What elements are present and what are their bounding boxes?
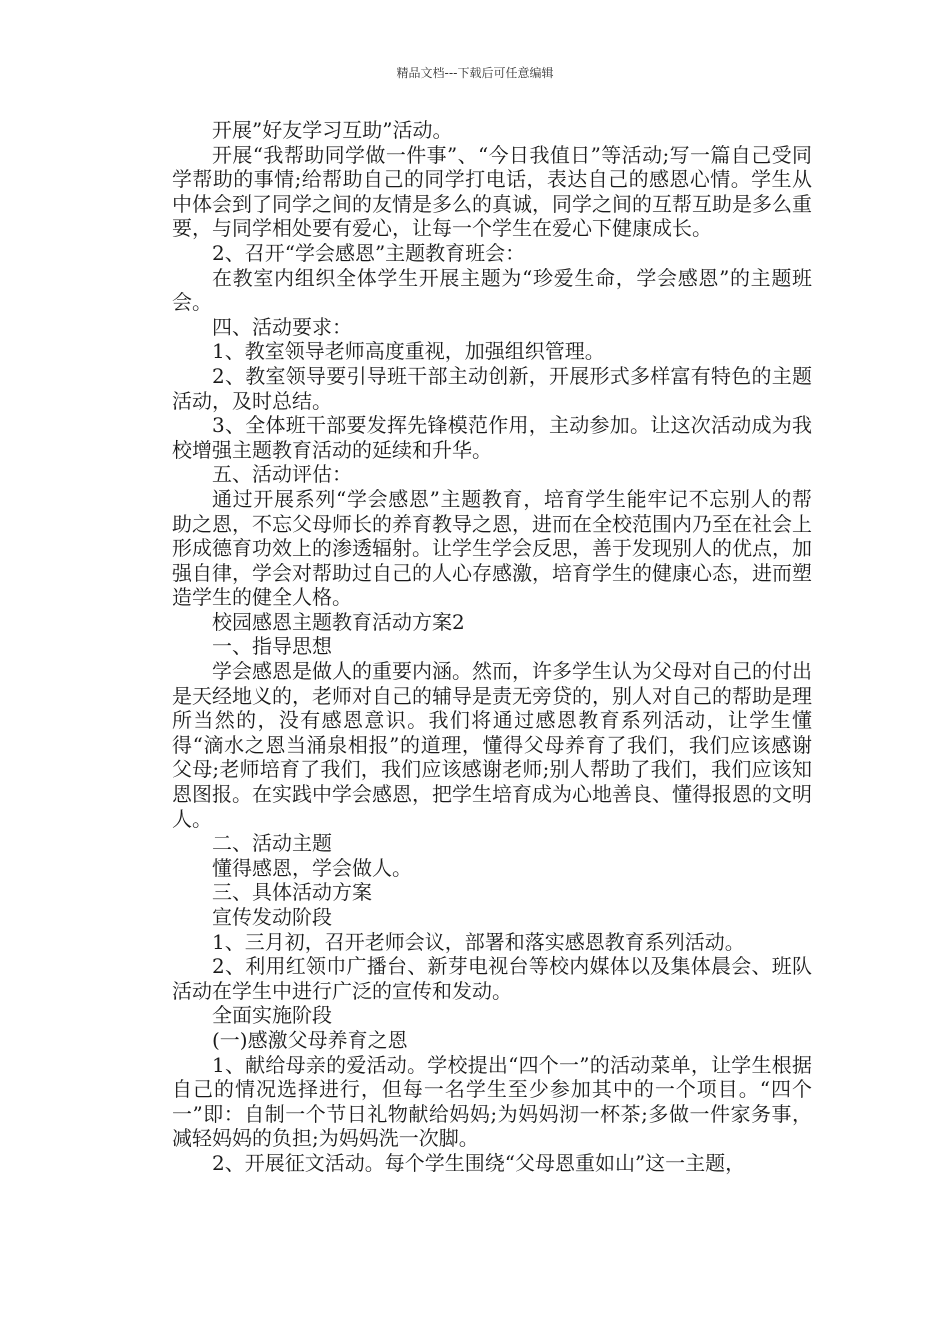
paragraph: 3、全体班干部要发挥先锋模范作用，主动参加。让这次活动成为我校增强主题教育活动的延续和升华。 (172, 413, 812, 462)
page-header: 精品文档---下载后可任意编辑 (396, 66, 554, 80)
paragraph: 2、开展征文活动。每个学生围绕“父母恩重如山”这一主题， (212, 1150, 746, 1175)
paragraph: 1、教室领导老师高度重视，加强组织管理。 (212, 339, 605, 364)
paragraph: 懂得感恩，学会做人。 (212, 855, 412, 880)
subsection-heading: (一)感激父母养育之恩 (212, 1027, 408, 1052)
document-body (172, 118, 812, 1176)
paragraph: 通过开展系列“学会感恩”主题教育，培育学生能牢记不忘别人的帮助之恩，不忘父母师长的养育教导之恩，进而在全校范围内乃至在社会上形成德育功效上的渗透辐射。让学生学会反思，善于发现别人的优点，加强自律，学会对帮助过自己的人心存感激，培育学生的健康心态，进而塑造学生的健全人格。 (172, 486, 812, 610)
section-heading: 五、活动评估： (212, 462, 352, 487)
section-heading: 三、具体活动方案 (212, 880, 372, 905)
paragraph: 2、教室领导要引导班干部主动创新，开展形式多样富有特色的主题活动，及时总结。 (172, 363, 812, 413)
subsection-heading: 全面实施阶段 (212, 1003, 332, 1028)
section-heading: 四、活动要求： (212, 314, 352, 339)
section-heading: 二、活动主题 (212, 831, 332, 856)
paragraph: 开展”好友学习互助”活动。 (212, 118, 453, 142)
subsection-heading: 宣传发动阶段 (212, 905, 332, 929)
paragraph: 1、三月初，召开老师会议，部署和落实感恩教育系列活动。 (212, 929, 745, 954)
paragraph: 开展“我帮助同学做一件事”、“今日我值日”等活动;写一篇自己受同学帮助的事情;给帮助自己的同学打电话，表达自己的感恩心情。学生从中体会到了同学之间的友情是多么的真诚，同学之间的互帮互助是多么重要，与同学相处要有爱心，让每一个学生在爱心下健康成长。 (172, 142, 812, 241)
paragraph: 2、召开“学会感恩”主题教育班会： (212, 240, 526, 265)
paragraph: 学会感恩是做人的重要内涵。然而，许多学生认为父母对自己的付出是天经地义的，老师对自己的辅导是责无旁贷的，别人对自己的帮助是理所当然的，没有感恩意识。我们将通过感恩教育系列活动，让学生懂得“滴水之恩当涌泉相报”的道理，懂得父母养育了我们，我们应该感谢父母;老师培育了我们，我们应该感谢老师;别人帮助了我们，我们应该知恩图报。在实践中学会感恩，把学生培育成为心地善良、懂得报恩的文明人。 (172, 659, 812, 831)
paragraph: 在教室内组织全体学生开展主题为“珍爱生命，学会感恩”的主题班会。 (172, 265, 812, 315)
section-heading: 一、指导思想 (212, 634, 332, 659)
paragraph: 1、献给母亲的爱活动。学校提出“四个一”的活动菜单，让学生根据自己的情况选择进行，但每一名学生至少参加其中的一个项目。“四个一”即：自制一个节日礼物献给妈妈;为妈妈沏一杯茶;多做一件家务事，减轻妈妈的负担;为妈妈洗一次脚。 (172, 1052, 812, 1151)
document-title: 校园感恩主题教育活动方案2 (212, 609, 465, 634)
paragraph: 2、利用红领巾广播台、新芽电视台等校内媒体以及集体晨会、班队活动在学生中进行广泛的宣传和发动。 (172, 954, 812, 1003)
